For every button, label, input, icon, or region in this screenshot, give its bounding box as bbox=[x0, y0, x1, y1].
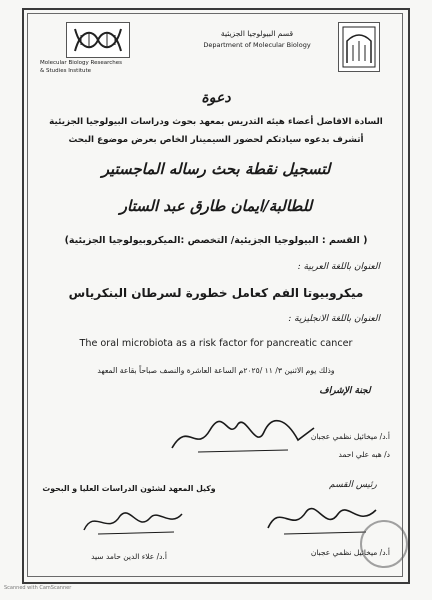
institute-name-1: Molecular Biology Researches bbox=[40, 60, 122, 66]
vice-dean-signature bbox=[78, 500, 188, 542]
document-title: دعوة bbox=[201, 90, 231, 106]
addressee-line: السادة الافاضل أعضاء هيئه التدريس بمعهد بحوث ودراسات البيولوجيا الجزيئية bbox=[49, 117, 383, 127]
invite-line: أتشرف بدعوه سيادتكم لحضور السيمينار الخاص بعرض موضوع البحث bbox=[68, 135, 364, 145]
department-name-ar: قسم البيولوجيا الجزيئية bbox=[220, 29, 294, 38]
committee-member-1: أ.د/ ميخائيل نظمي عجبان bbox=[310, 432, 390, 441]
arabic-title-label: العنوان باللغة العربية : bbox=[297, 262, 380, 272]
thesis-title-arabic: ميكروبيوتا الفم كعامل خطورة لسرطان البنكرياس bbox=[68, 286, 364, 300]
committee-member-2: د/ هبه علي احمد bbox=[338, 450, 390, 459]
department-logo bbox=[338, 22, 380, 72]
department-name-en: Department of Molecular Biology bbox=[203, 41, 311, 49]
committee-label: لجنة الإشراف bbox=[319, 386, 371, 396]
date-line: وذلك يوم الاثنين ٣/ ١١ /٢٠٢٥م الساعة العاشرة والنصف صباحاً بقاعة المعهد bbox=[97, 366, 335, 375]
vice-dean-name: أ.د/ علاء الدين حامد سيد bbox=[91, 552, 167, 561]
institute-stamp bbox=[360, 520, 408, 568]
head-name: أ.د/ ميخائيل نظمي عجبان bbox=[310, 548, 390, 557]
department-specialization: ( القسم : البيولوجيا الجزيئية/ التخصص :الميكروبيولوجيا الجزيئية) bbox=[64, 235, 368, 246]
head-title: رئيس القسم bbox=[329, 480, 377, 490]
scanner-footer: Scanned with CamScanner bbox=[4, 585, 72, 591]
student-name: للطالبة/ايمان طارق عبد الستار bbox=[119, 197, 313, 215]
institute-logo bbox=[66, 22, 130, 58]
institute-name-2: & Studies Institute bbox=[40, 68, 92, 74]
vice-dean-title: وكيل المعهد لشئون الدراسات العليا و البحوث bbox=[42, 484, 216, 493]
english-title-label: العنوان باللغة الانجليزية : bbox=[288, 314, 380, 324]
registration-line: لتسجيل نقطة بحث رساله الماجستير bbox=[101, 160, 331, 178]
thesis-title-english: The oral microbiota as a risk factor for pancreatic cancer bbox=[79, 338, 353, 349]
